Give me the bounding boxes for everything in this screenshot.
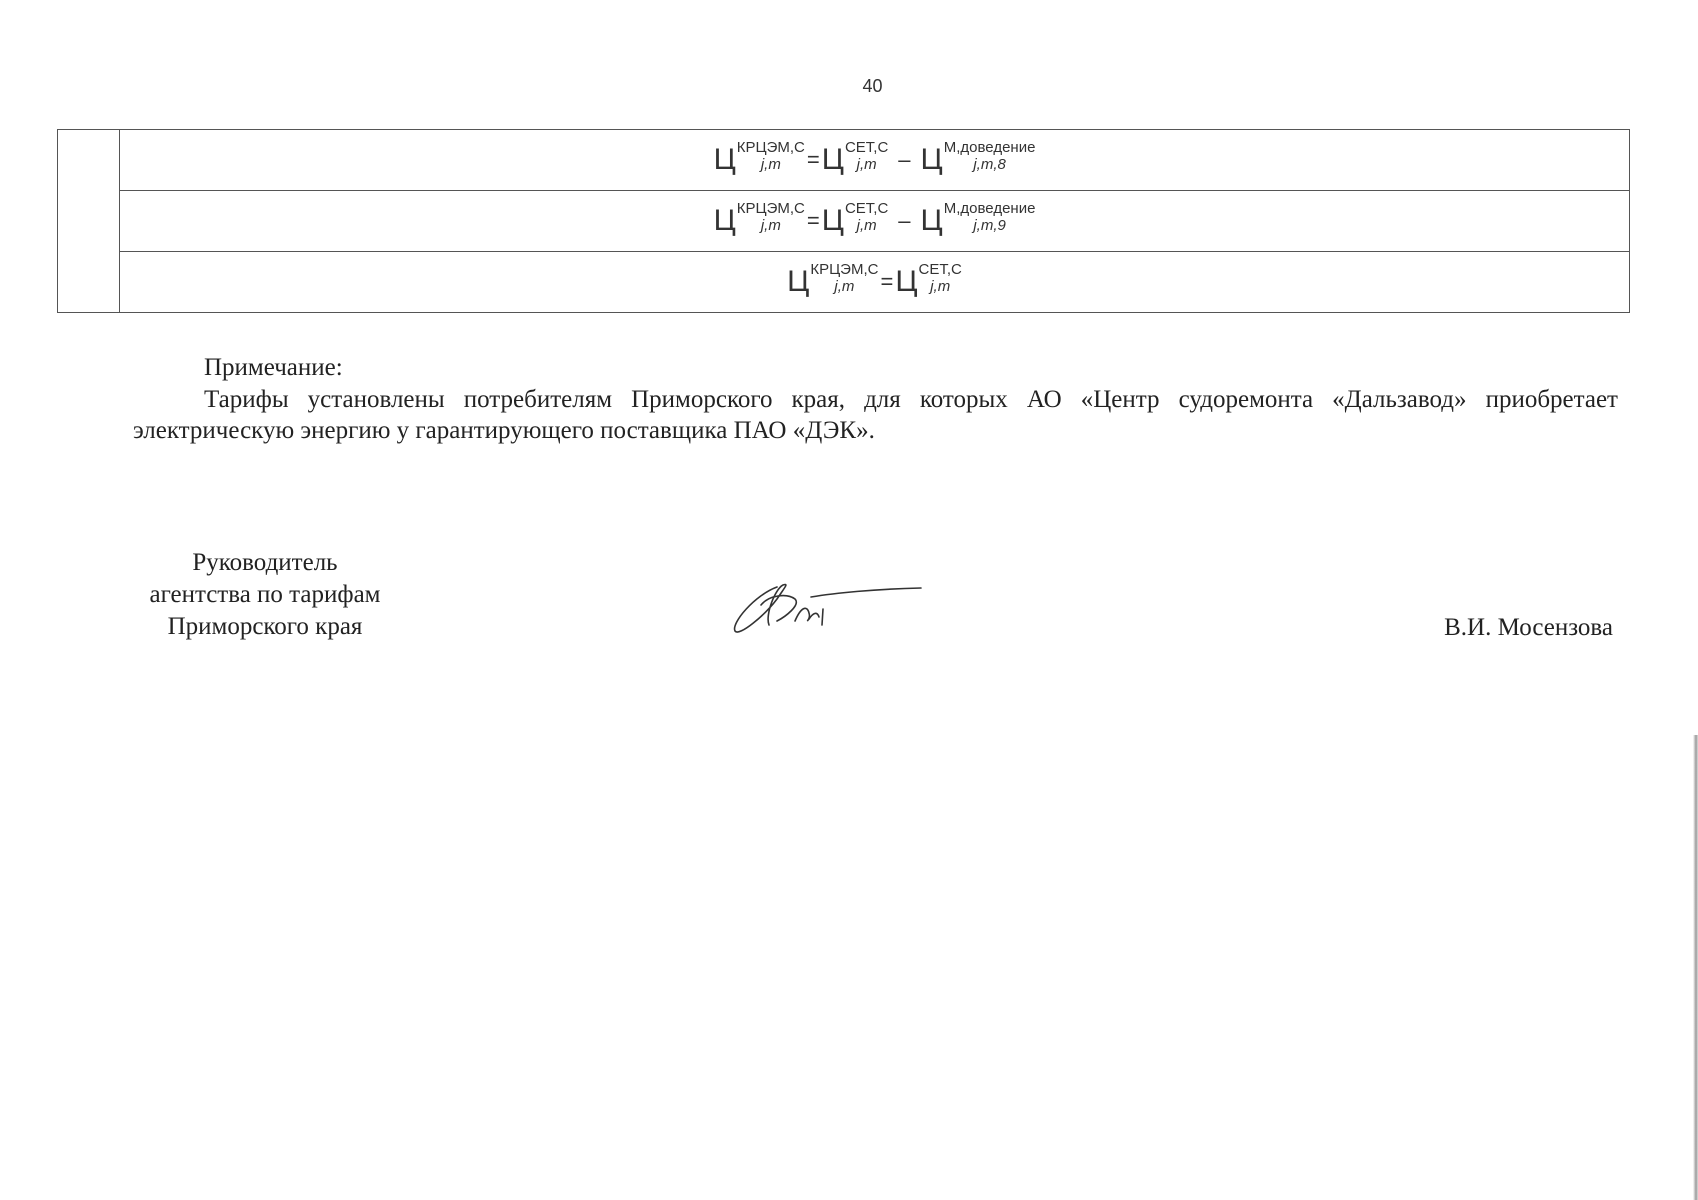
table-row <box>58 191 1630 252</box>
subscript: j,m <box>760 217 781 234</box>
scan-edge-shadow <box>1693 735 1698 1200</box>
formula-3 <box>787 261 962 298</box>
equals-sign: = <box>806 208 820 233</box>
formula-cell <box>120 252 1630 313</box>
note-label: Примечание: <box>204 354 343 381</box>
signatory-title-line: агентства по тарифам <box>149 581 381 608</box>
table-row <box>58 252 1630 313</box>
signatory-title-line: Приморского края <box>167 613 363 640</box>
subscript: j,m,8 <box>973 156 1006 173</box>
formula-symbol: Ц <box>895 265 918 298</box>
superscript: М,доведение <box>943 139 1036 156</box>
superscript: М,доведение <box>943 200 1036 217</box>
page-number: 40 <box>862 76 883 96</box>
formula-symbol: Ц <box>920 143 943 176</box>
signatory-title-line: Руководитель <box>192 549 338 576</box>
minus-sign: – <box>898 147 911 172</box>
formula-symbol: Ц <box>821 204 844 237</box>
superscript: СЕТ,C <box>918 261 962 278</box>
superscript: КРЦЭМ,C <box>736 139 805 156</box>
minus-sign: – <box>898 208 911 233</box>
equals-sign: = <box>806 147 820 172</box>
equals-sign: = <box>880 269 894 294</box>
superscript: КРЦЭМ,C <box>736 200 805 217</box>
formula-cell <box>120 191 1630 252</box>
formula-1 <box>713 139 1036 176</box>
handwritten-signature <box>725 565 925 645</box>
subscript: j,m <box>856 217 877 234</box>
formula-cell <box>120 130 1630 191</box>
row-number-cell <box>58 130 120 313</box>
formula-symbol: Ц <box>821 143 844 176</box>
formula-table <box>57 129 1630 313</box>
subscript: j,m <box>834 278 855 295</box>
formula-symbol: Ц <box>713 143 736 176</box>
note-text: Тарифы установлены потребителям Приморского края, для которых АО «Центр судоремонта «Дальзавод» приобретает электрическую энергию у гарантирующего поставщика ПАО «ДЭК». <box>133 386 1618 444</box>
subscript: j,m <box>930 278 951 295</box>
superscript: КРЦЭМ,C <box>810 261 879 278</box>
signatory-name: В.И. Мосензова <box>1444 614 1613 641</box>
table-row <box>58 130 1630 191</box>
subscript: j,m <box>760 156 781 173</box>
signatory-title <box>120 547 410 643</box>
formula-symbol: Ц <box>920 204 943 237</box>
superscript: СЕТ,C <box>844 139 889 156</box>
formula-symbol: Ц <box>713 204 736 237</box>
subscript: j,m,9 <box>973 217 1006 234</box>
formula-symbol: Ц <box>787 265 810 298</box>
formula-2 <box>713 200 1036 237</box>
subscript: j,m <box>856 156 877 173</box>
superscript: СЕТ,C <box>844 200 889 217</box>
